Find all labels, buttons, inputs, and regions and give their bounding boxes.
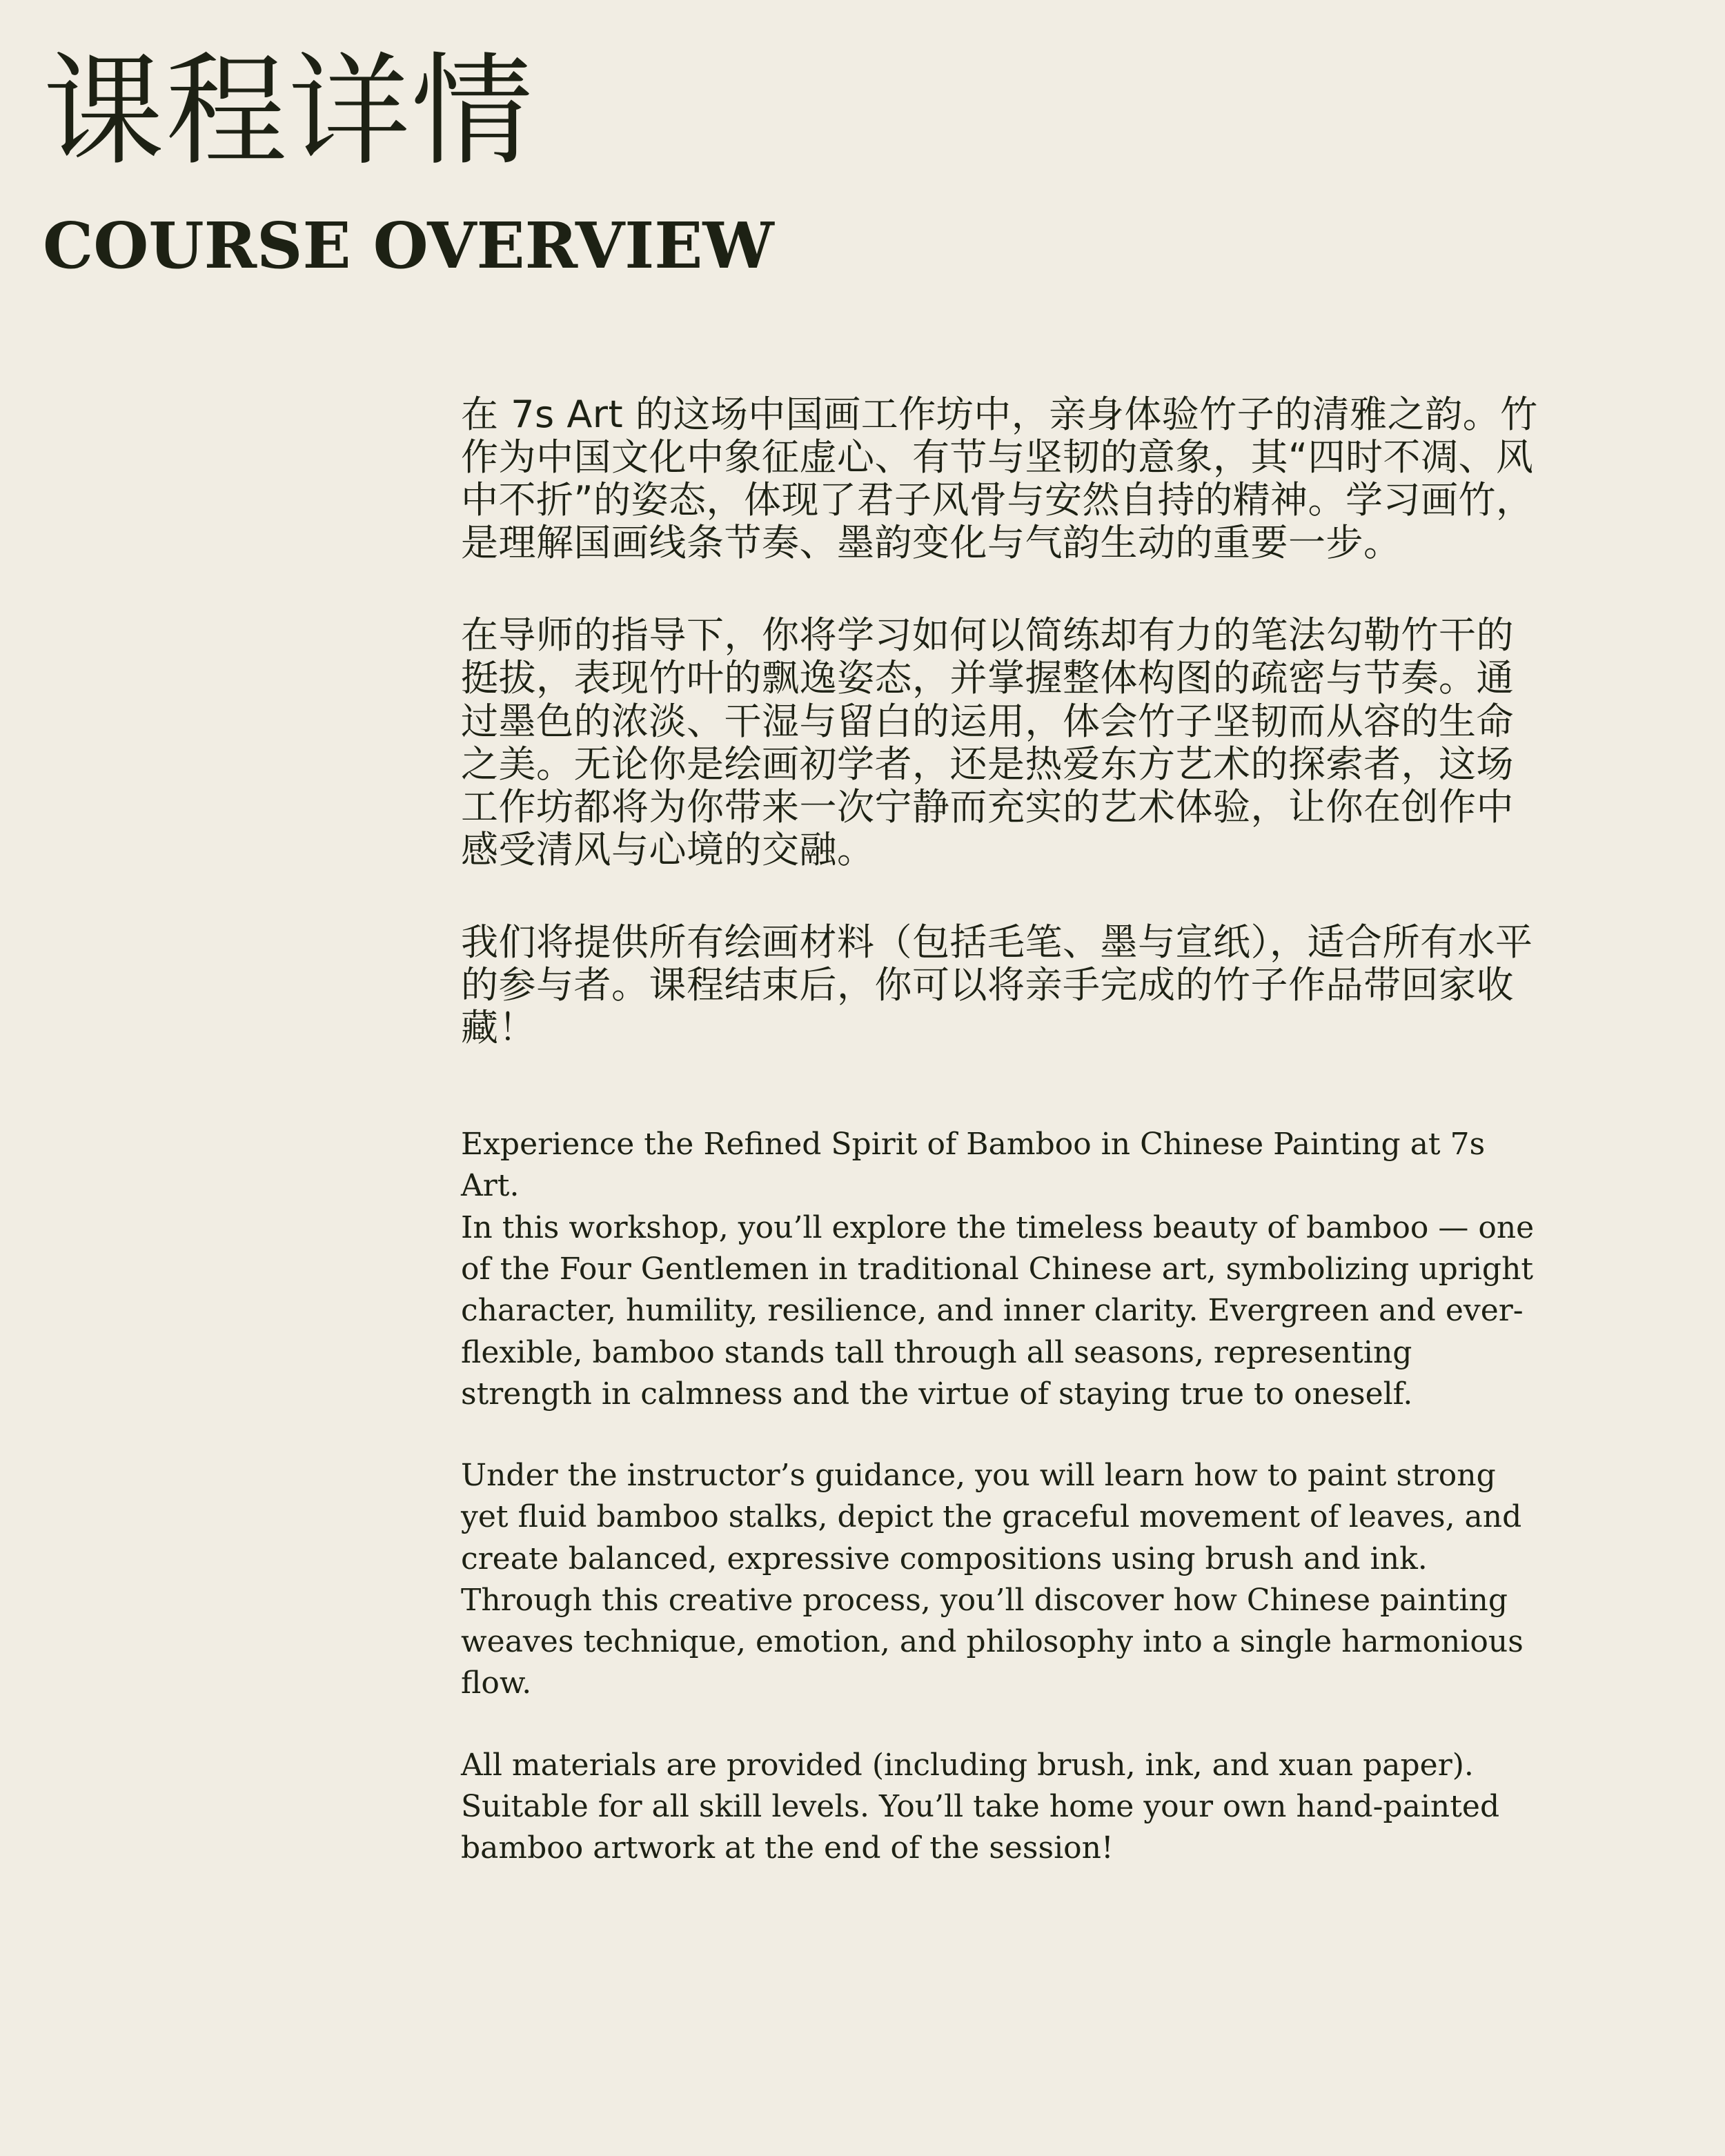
english-heading: Experience the Refined Spirit of Bamboo in Chinese Painting at 7s Art. — [461, 1127, 1486, 1204]
english-intro-text: In this workshop, you’ll explore the timeless beauty of bamboo — one of the Four Gentlemen in traditional Chinese art, symbolizing upright character, humility, resilience, and inner clarity. Evergreen and ever-flexible, bamboo stands tall through all seasons, representing strength in calmness and the virtue of staying true to oneself. — [461, 1209, 1535, 1412]
page-title-chinese: 课程详情 — [43, 41, 535, 182]
english-paragraph-intro — [461, 1124, 1544, 1415]
course-description — [461, 393, 1544, 1909]
chinese-paragraph-materials: 我们将提供所有绘画材料（包括毛笔、墨与宣纸），适合所有水平的参与者。课程结束后，你可以将亲手完成的竹子作品带回家收藏！ — [461, 920, 1533, 1050]
english-paragraph-guidance: Under the instructor’s guidance, you will learn how to paint strong yet fluid bamboo stalks, depict the graceful movement of leaves, and create balanced, expressive compositions using brush and ink. Through this creative process, you’ll discover how Chinese painting weaves technique, emotion, and philosophy into a single harmonious flow. — [461, 1458, 1524, 1701]
english-paragraph-materials: All materials are provided (including brush, ink, and xuan paper). Suitable for all skill levels. You’ll take home your own hand-painted bamboo artwork at the end of the session! — [461, 1747, 1500, 1866]
page-title-english: COURSE OVERVIEW — [43, 208, 774, 283]
chinese-paragraph-guidance: 在导师的指导下，你将学习如何以简练却有力的笔法勾勒竹干的挺拔，表现竹叶的飘逸姿态，并掌握整体构图的疏密与节奏。通过墨色的浓淡、干湿与留白的运用，体会竹子坚韧而从容的生命之美。无论你是绘画初学者，还是热爱东方艺术的探索者，这场工作坊都将为你带来一次宁静而充实的艺术体验，让你在创作中感受清风与心境的交融。 — [461, 613, 1514, 871]
chinese-paragraph-intro: 在 7s Art 的这场中国画工作坊中，亲身体验竹子的清雅之韵。竹作为中国文化中象征虚心、有节与坚韧的意象，其“四时不凋、风中不折”的姿态，体现了君子风骨与安然自持的精神。学习画竹，是理解国画线条节奏、墨韵变化与气韵生动的重要一步。 — [461, 393, 1538, 565]
english-description — [461, 1124, 1544, 1869]
